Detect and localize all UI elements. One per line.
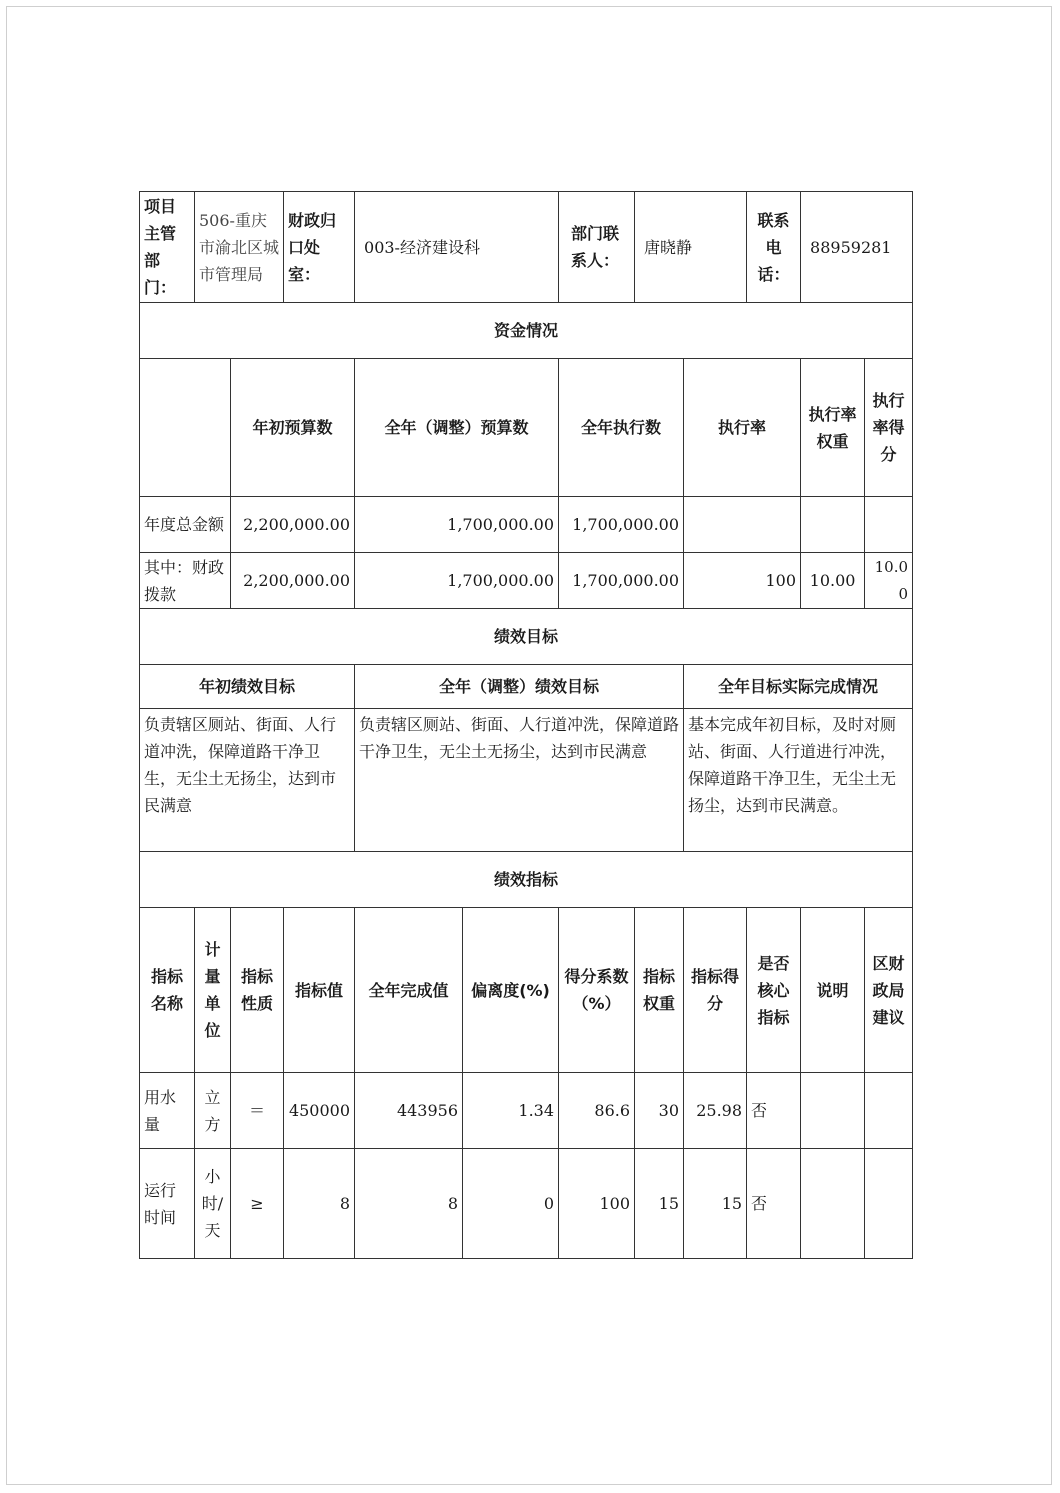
funds-col-initial: 年初预算数 [231,359,355,497]
funds-header-empty [140,359,231,497]
ind-core: 否 [747,1149,801,1259]
ind-score: 15 [684,1149,747,1259]
header-row [140,192,913,303]
phone-label: 联系电话： [747,192,801,303]
ind-weight: 15 [635,1149,684,1259]
indicators-header-row [140,908,913,1073]
performance-table [139,191,913,1259]
goals-header-row [140,665,913,709]
finance-label: 财政归口处室： [284,192,355,303]
table-row [140,1149,913,1259]
indicators-section-row [140,852,913,908]
ind-note [801,1149,865,1259]
ind-target: 8 [284,1149,355,1259]
goals-section-title: 绩效目标 [140,609,913,665]
funds-header-row [140,359,913,497]
goals-section-row [140,609,913,665]
dept-label: 项目主管部门： [140,192,195,303]
ind-name: 运行时间 [140,1149,195,1259]
ind-col-name: 指标名称 [140,908,195,1073]
ind-suggestion [865,1149,913,1259]
ind-target: 450000 [284,1073,355,1149]
funds-row-initial: 2,200,000.00 [231,553,355,609]
ind-col-unit: 计量单位 [195,908,231,1073]
funds-col-adjusted: 全年（调整）预算数 [355,359,559,497]
ind-coef: 100 [559,1149,635,1259]
ind-unit: 立方 [195,1073,231,1149]
funds-row-label: 其中：财政拨款 [140,553,231,609]
ind-nature: ＝ [231,1073,284,1149]
funds-col-rate: 执行率 [684,359,801,497]
funds-row-weight: 10.00 [801,553,865,609]
ind-col-actual: 全年完成值 [355,908,463,1073]
contact-label: 部门联系人： [559,192,635,303]
funds-row-adjusted: 1,700,000.00 [355,553,559,609]
ind-col-target: 指标值 [284,908,355,1073]
ind-col-coef: 得分系数（%） [559,908,635,1073]
indicators-section-title: 绩效指标 [140,852,913,908]
funds-row-label: 年度总金额 [140,497,231,553]
ind-col-note: 说明 [801,908,865,1073]
ind-col-core: 是否核心指标 [747,908,801,1073]
ind-col-weight: 指标权重 [635,908,684,1073]
ind-col-nature: 指标性质 [231,908,284,1073]
ind-note [801,1073,865,1149]
goals-adjusted-text: 负责辖区厕站、街面、人行道冲洗，保障道路干净卫生，无尘土无扬尘，达到市民满意 [355,709,684,852]
ind-deviation: 1.34 [463,1073,559,1149]
ind-actual: 8 [355,1149,463,1259]
ind-coef: 86.6 [559,1073,635,1149]
ind-score: 25.98 [684,1073,747,1149]
table-row [140,497,913,553]
ind-suggestion [865,1073,913,1149]
funds-section-row [140,303,913,359]
funds-row-weight [801,497,865,553]
funds-row-adjusted: 1,700,000.00 [355,497,559,553]
dept-value: 506-重庆市渝北区城市管理局 [195,192,284,303]
goals-actual-text: 基本完成年初目标，及时对厕站、街面、人行道进行冲洗，保障道路干净卫生，无尘土无扬尘，达到市民满意。 [684,709,913,852]
funds-row-rate [684,497,801,553]
funds-row-executed: 1,700,000.00 [559,553,684,609]
goals-initial-text: 负责辖区厕站、街面、人行道冲洗，保障道路干净卫生，无尘土无扬尘，达到市民满意 [140,709,355,852]
funds-col-executed: 全年执行数 [559,359,684,497]
ind-nature: ≥ [231,1149,284,1259]
ind-unit: 小时/天 [195,1149,231,1259]
funds-row-score: 10.00 [865,553,913,609]
phone-value: 88959281 [801,192,913,303]
funds-row-executed: 1,700,000.00 [559,497,684,553]
ind-weight: 30 [635,1073,684,1149]
ind-col-suggestion: 区财政局建议 [865,908,913,1073]
goals-content-row [140,709,913,852]
goals-col-actual: 全年目标实际完成情况 [684,665,913,709]
funds-section-title: 资金情况 [140,303,913,359]
ind-core: 否 [747,1073,801,1149]
funds-col-weight: 执行率权重 [801,359,865,497]
goals-col-adjusted: 全年（调整）绩效目标 [355,665,684,709]
funds-col-score: 执行率得分 [865,359,913,497]
ind-name: 用水量 [140,1073,195,1149]
finance-value: 003-经济建设科 [355,192,559,303]
table-row [140,1073,913,1149]
ind-col-deviation: 偏离度(%) [463,908,559,1073]
ind-deviation: 0 [463,1149,559,1259]
ind-col-score: 指标得分 [684,908,747,1073]
table-row [140,553,913,609]
funds-row-rate: 100 [684,553,801,609]
funds-row-initial: 2,200,000.00 [231,497,355,553]
ind-actual: 443956 [355,1073,463,1149]
funds-row-score [865,497,913,553]
contact-value: 唐晓静 [635,192,747,303]
goals-col-initial: 年初绩效目标 [140,665,355,709]
